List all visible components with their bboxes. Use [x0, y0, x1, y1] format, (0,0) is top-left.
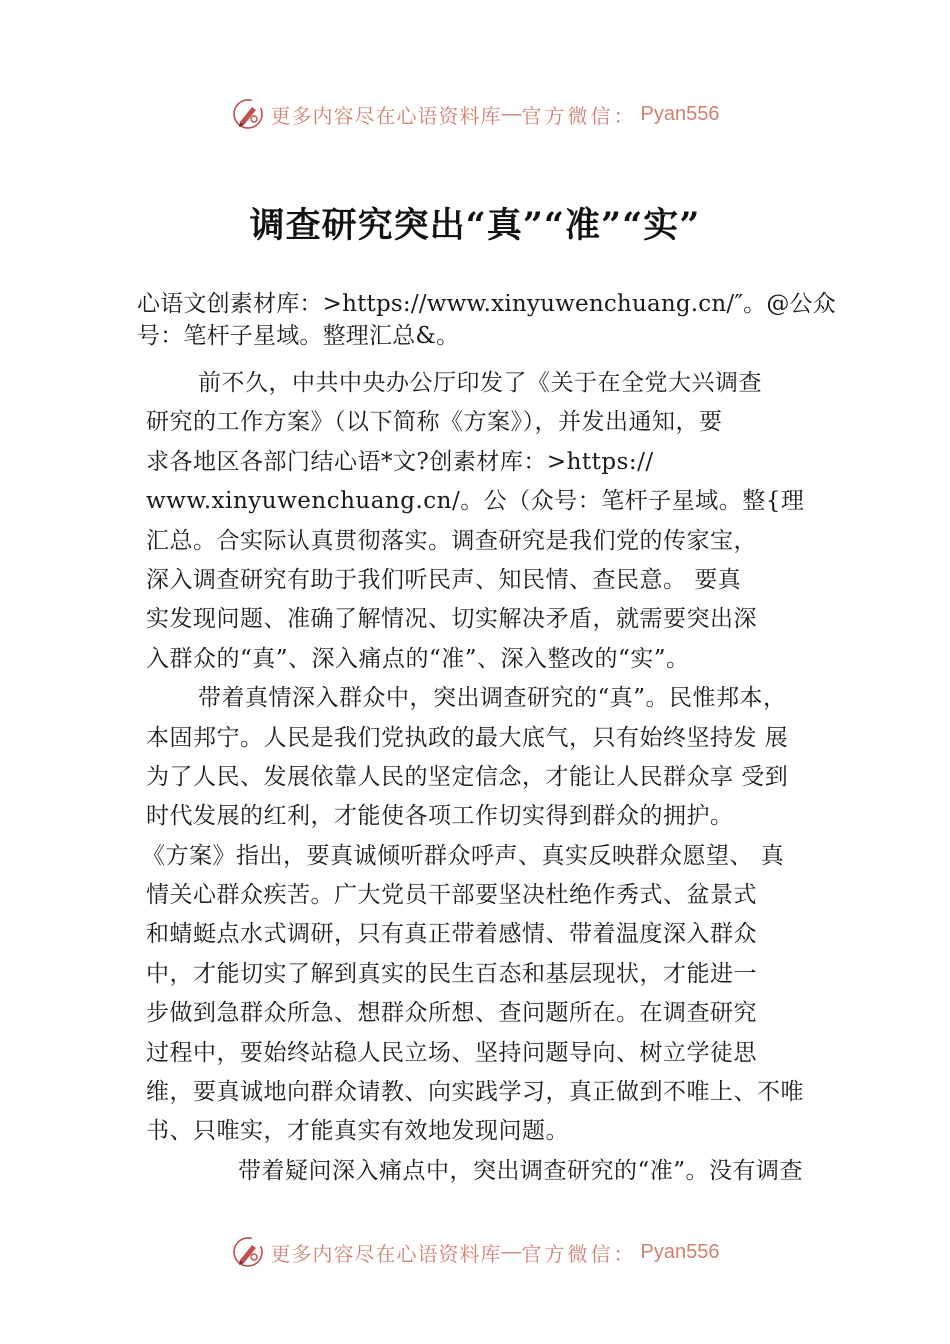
- body-line: 步做到急群众所急、想群众所想、查问题所在。在调查研究: [146, 1000, 757, 1027]
- banner-wechat-id: Pyan556: [640, 102, 720, 125]
- pen-logo-icon: [231, 97, 265, 131]
- banner-wechat-label: 官方微信：: [521, 1241, 637, 1266]
- source-note: [137, 288, 837, 352]
- banner-brand-text: 更多内容尽在心语资料库: [270, 103, 502, 128]
- body-line: 《方案》指出，要真诚倾听群众呼声、真实反映群众愿望、 真: [142, 842, 785, 869]
- body-line: 带着真情深入群众中，突出调查研究的“真”。民惟邦本，: [198, 685, 787, 712]
- body-line: 带着疑问深入痛点中，突出调查研究的“准”。没有调查: [238, 1157, 804, 1184]
- body-line: 前不久，中共中央办公厅印发了《关于在全党大兴调查: [198, 370, 762, 396]
- body-line: 时代发展的红利，才能使各项工作切实得到群众的拥护。: [146, 803, 734, 830]
- banner-separator: —: [501, 102, 522, 125]
- body-line: 书、只唯实，才能真实有效地发现问题。: [146, 1118, 569, 1145]
- document-body: [142, 364, 846, 1191]
- pen-logo-icon: [231, 1235, 265, 1269]
- body-line: 研究的工作方案》（以下简称《方案》），并发出通知，要: [146, 409, 723, 436]
- source-line: 号：笔杆子星域。整理汇总&。: [137, 323, 460, 349]
- body-line: 过程中，要始终站稳人民立场、坚持问题导向、树立学徒思: [146, 1039, 757, 1066]
- document-title: 调查研究突出“真”“准”“实”: [249, 205, 701, 246]
- banner-wechat-label: 官方微信：: [521, 103, 637, 128]
- banner-separator: —: [501, 1240, 522, 1263]
- body-line: 和蜻蜓点水式调研，只有真正带着感情、带着温度深入群众: [146, 921, 757, 948]
- body-line: www.xinyuwenchuang.cn/。公（众号：笔杆子星域。整{理: [146, 488, 805, 515]
- source-line: 心语文创素材库：>https://www.xinyuwenchuang.cn/″。@公众: [137, 291, 836, 317]
- footer-banner: [0, 1232, 950, 1272]
- body-line: 实发现问题、准确了解情况、切实解决矛盾，就需要突出深: [146, 606, 757, 633]
- body-line: 中，才能切实了解到真实的民生百态和基层现状，才能进一: [146, 960, 757, 987]
- body-line: 入群众的“真”、深入痛点的“准”、深入整改的“实”。: [146, 645, 690, 672]
- body-line: 维，要真诚地向群众请教、向实践学习，真正做到不唯上、不唯: [146, 1079, 804, 1106]
- body-line: 深入调查研究有助于我们听民声、知民情、查民意。 要真: [146, 566, 742, 593]
- body-line: 情关心群众疾苦。广大党员干部要坚决杜绝作秀式、盆景式: [146, 882, 757, 909]
- banner-wechat-id: Pyan556: [640, 1240, 720, 1263]
- body-line: 本固邦宁。人民是我们党执政的最大底气，只有始终坚持发 展: [146, 724, 789, 751]
- body-line: 为了人民、发展依靠人民的坚定信念，才能让人民群众享 受到: [146, 763, 789, 790]
- header-banner: [0, 94, 950, 134]
- body-line: 求各地区各部门结心语*文?创素材库：>https://: [146, 448, 654, 475]
- body-line: 汇总。合实际认真贯彻落实。调查研究是我们党的传家宝，: [146, 527, 757, 554]
- banner-brand-text: 更多内容尽在心语资料库: [270, 1241, 502, 1266]
